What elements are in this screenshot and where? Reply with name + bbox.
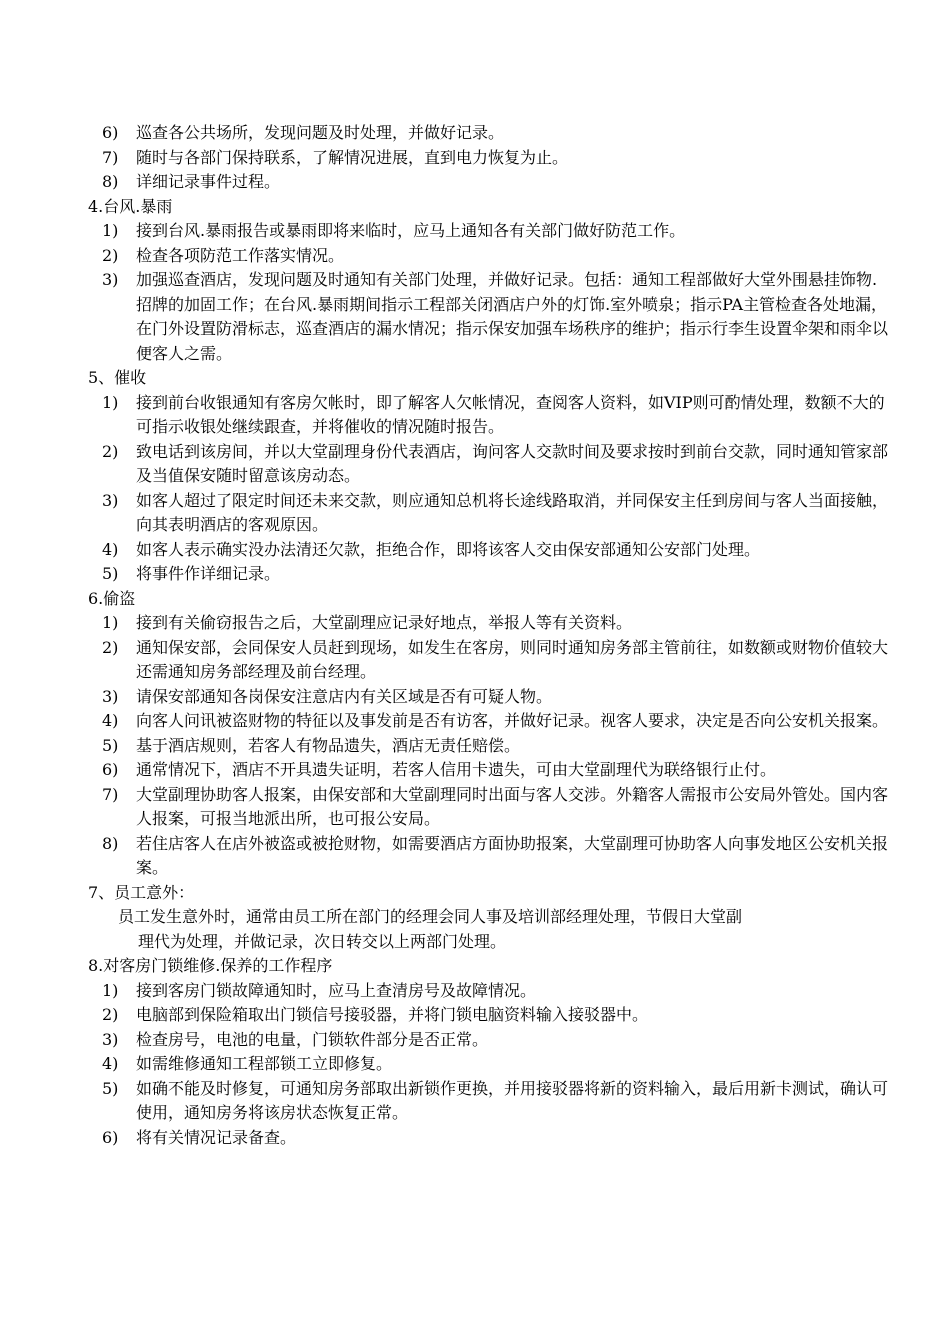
section-heading: 6.偷盗: [88, 588, 136, 608]
list-item: [88, 1052, 890, 1077]
item-number: 1): [102, 392, 119, 412]
item-text: 向客人问讯被盗财物的特征以及事发前是否有访客，并做好记录。视客人要求，决定是否向公安机关报案。: [136, 711, 889, 730]
item-text: 将事件作详细记录。: [136, 564, 281, 583]
item-text: 基于酒店规则，若客人有物品遗失，酒店无责任赔偿。: [136, 735, 521, 755]
list-item: [88, 979, 890, 1004]
item-text: 接到有关偷窃报告之后，大堂副理应记录好地点，举报人等有关资料。: [136, 613, 633, 632]
item-number: 4): [102, 711, 119, 730]
section-typhoon: [88, 195, 890, 367]
list-item: [88, 244, 890, 269]
item-number: 8): [102, 833, 119, 853]
item-number: 5): [102, 1078, 119, 1098]
list-item: [88, 832, 890, 881]
list-item: [88, 709, 890, 734]
item-text: 致电话到该房间，并以大堂副理身份代表酒店，询问客人交款时间及要求按时到前台交款，同时通知管家部及当值保安随时留意该房动态。: [136, 441, 889, 485]
section-staff-accident: [88, 881, 890, 955]
item-number: 6): [102, 1127, 119, 1147]
paragraph-line: 员工发生意外时，通常由员工所在部门的经理会同人事及培训部经理处理，节假日大堂副: [118, 907, 743, 926]
item-text: 如确不能及时修复，可通知房务部取出新锁作更换，并用接驳器将新的资料输入，最后用新卡测试，确认可使用，通知房务将该房状态恢复正常。: [136, 1078, 889, 1122]
list-item: [88, 219, 890, 244]
item-number: 6): [102, 123, 119, 142]
list-item: [88, 758, 890, 783]
item-number: 1): [102, 221, 119, 240]
item-number: 2): [102, 441, 119, 461]
section-collection: [88, 366, 890, 587]
paragraph: [88, 905, 888, 954]
section-heading: 5、催收: [88, 368, 147, 387]
item-text: 随时与各部门保持联系，了解情况进展，直到电力恢复为止。: [136, 147, 569, 167]
list-item: [88, 783, 890, 832]
item-text: 通常情况下，酒店不开具遗失证明，若客人信用卡遗失，可由大堂副理代为联络银行止付。: [136, 760, 777, 779]
list-item: [88, 636, 890, 685]
item-number: 2): [102, 637, 119, 657]
item-number: 3): [102, 490, 119, 510]
item-text: 检查房号，电池的电量，门锁软件部分是否正常。: [136, 1029, 489, 1049]
item-number: 1): [102, 613, 119, 632]
item-text: 接到前台收银通知有客房欠帐时，即了解客人欠帐情况，查阅客人资料，如VIP则可酌情处理，数额不大的可指示收银处继续跟查，并将催收的情况随时报告。: [136, 392, 885, 436]
item-text: 通知保安部，会同保安人员赶到现场，如发生在客房，则同时通知房务部主管前往，如数额或财物价值较大还需通知房务部经理及前台经理。: [136, 637, 889, 681]
item-number: 3): [102, 270, 119, 289]
item-number: 6): [102, 760, 119, 779]
list-item: [88, 1003, 890, 1028]
list-item: [88, 440, 890, 489]
section-continued: [88, 121, 890, 195]
list-item: [88, 538, 890, 563]
item-number: 2): [102, 1005, 119, 1024]
paragraph-line: 理代为处理，并做记录，次日转交以上两部门处理。: [138, 931, 507, 951]
section-theft: [88, 587, 890, 881]
item-number: 3): [102, 686, 119, 706]
item-text: 接到客房门锁故障通知时，应马上查清房号及故障情况。: [136, 980, 537, 1000]
item-number: 4): [102, 539, 119, 559]
item-number: 7): [102, 784, 119, 804]
item-text: 若住店客人在店外被盗或被抢财物，如需要酒店方面协助报案，大堂副理可协助客人向事发地区公安机关报案。: [136, 833, 889, 877]
item-number: 2): [102, 245, 119, 265]
item-text: 详细记录事件过程。: [136, 172, 281, 191]
item-text: 大堂副理协助客人报案，由保安部和大堂副理同时出面与客人交涉。外籍客人需报市公安局外管处。国内客人报案，可报当地派出所，也可报公安局。: [136, 784, 889, 828]
item-text: 检查各项防范工作落实情况。: [136, 245, 345, 265]
item-text: 将有关情况记录备查。: [136, 1127, 297, 1147]
item-text: 电脑部到保险箱取出门锁信号接驳器，并将门锁电脑资料输入接驳器中。: [136, 1005, 649, 1024]
list-item: [88, 1126, 890, 1151]
item-number: 1): [102, 980, 119, 1000]
list-item: [88, 170, 890, 195]
item-text: 如客人超过了限定时间还未来交款，则应通知总机将长途线路取消，并同保安主任到房间与客人当面接触，向其表明酒店的客观原因。: [136, 490, 889, 534]
section-heading: 8.对客房门锁维修.保养的工作程序: [88, 956, 333, 975]
list-item: [88, 489, 890, 538]
list-item: [88, 1077, 890, 1126]
list-item: [88, 562, 890, 587]
item-text: 接到台风.暴雨报告或暴雨即将来临时，应马上通知各有关部门做好防范工作。: [136, 221, 686, 240]
list-item: [88, 268, 890, 366]
list-item: [88, 685, 890, 710]
item-number: 4): [102, 1054, 119, 1073]
section-heading: 7、员工意外：: [88, 882, 195, 902]
item-text: 请保安部通知各岗保安注意店内有关区域是否有可疑人物。: [136, 686, 553, 706]
list-item: [88, 146, 890, 171]
item-text: 巡查各公共场所，发现问题及时处理，并做好记录。: [136, 123, 505, 142]
item-number: 7): [102, 147, 119, 167]
item-text: 加强巡查酒店，发现问题及时通知有关部门处理，并做好记录。包括：通知工程部做好大堂外围悬挂饰物.招牌的加固工作；在台风.暴雨期间指示工程部关闭酒店户外的灯饰.室外喷泉；指示PA主管检查各处地漏，在门外设置防滑标志，巡查酒店的漏水情况；指示保安加强车场秩序的维护；指示行李生设置伞架和雨伞以便客人之需。: [136, 270, 889, 363]
item-text: 如客人表示确实没办法清还欠款，拒绝合作，即将该客人交由保安部通知公安部门处理。: [136, 539, 761, 559]
list-item: [88, 391, 890, 440]
item-number: 8): [102, 172, 119, 191]
list-item: [88, 121, 890, 146]
list-item: [88, 1028, 890, 1053]
item-number: 5): [102, 564, 119, 583]
item-number: 5): [102, 735, 119, 755]
item-text: 如需维修通知工程部锁工立即修复。: [136, 1054, 393, 1073]
list-item: [88, 734, 890, 759]
section-door-lock: [88, 954, 890, 1150]
section-heading: 4.台风.暴雨: [88, 196, 173, 216]
list-item: [88, 611, 890, 636]
item-number: 3): [102, 1029, 119, 1049]
